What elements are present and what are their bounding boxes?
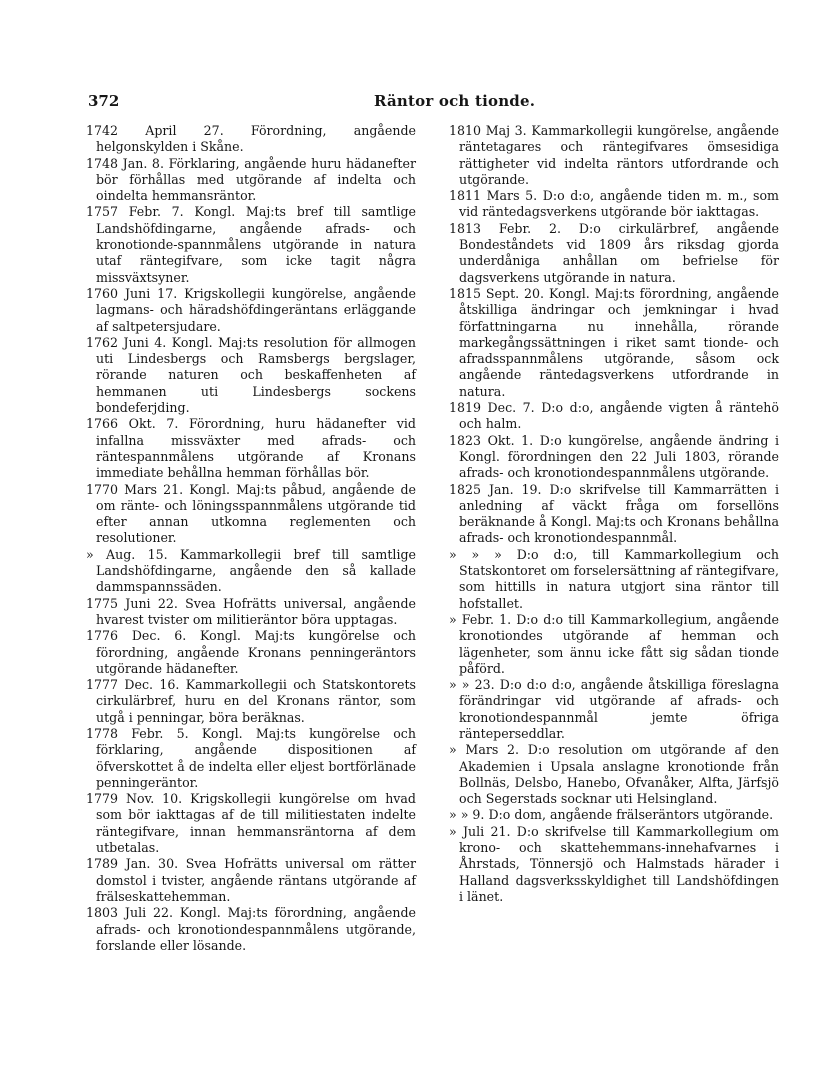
entry-text: Kongl. Maj:ts förordning, angående åtskilliga ändringar och jemkningar i hvad författningarna nu innehålla, rörande markegångssättningen i riket samt tionde- och afradsspannmålens utgörande, såsom ock angående räntedagsverkens utfordrande in natura. xyxy=(459,285,780,399)
entry-text: D:o d:o till Kammarkollegium, angående kronotiondes utgörande af hemman och lägenheter, som ännu icke fått sig sådan tionde påförd. xyxy=(459,611,779,676)
entry-date: 1810 Maj 3. xyxy=(449,123,527,138)
entry-text: D:o d:o, till Kammarkollegium och Statskontoret om forselersättning af räntegifvare, som hittills in natura utgjort sina räntor till hofstallet. xyxy=(459,546,780,611)
entry-text: D:o cirkulärbref, angående Bondeståndets vid 1809 års riksdag gjorda underdåniga anhållan om befrielse för dagsverkens utgörande in natura. xyxy=(459,220,779,285)
entry xyxy=(449,547,779,612)
entry-date: » » » xyxy=(449,546,502,562)
entry-date: » » 23. xyxy=(449,677,495,693)
entry-date: 1815 Sept. 20. xyxy=(449,285,545,301)
entry-text: Kongl. Maj:ts förordning, angående afrads- och kronotiondespannmålens utgörande, forslande eller lösande. xyxy=(96,905,416,953)
entry xyxy=(86,547,416,596)
entry-text: D:o d:o, angående vigten å räntehö och halm. xyxy=(459,400,779,432)
entry-text: D:o resolution om utgörande af den Akademien i Upsala anslagne kronotionde från Bollnäs, Delsbo, Hanebo, Ofvanåker, Alfta, Järfsjö och Segerstads socknar uti Helsingland. xyxy=(459,742,779,807)
entry-date: 1770 Mars 21. xyxy=(86,481,184,497)
entry-text: Kongl. Maj:ts kungörelse och förklaring, angående dispositionen af öfverskottet å de indelta eller eljest bortförlänade penningeräntor. xyxy=(96,725,416,790)
entry-date: 1776 Dec. 6. xyxy=(86,628,187,644)
entry-date: 1775 Juni 22. xyxy=(86,595,178,611)
entry xyxy=(86,677,416,726)
entry-date: 1813 Febr. 2. xyxy=(449,220,562,236)
entry-date: 1777 Dec. 16. xyxy=(86,677,180,693)
entry-date: 1779 Nov. 10. xyxy=(86,791,183,807)
page-header xyxy=(88,92,768,112)
entry-text: Förordning, angående helgonskylden i Skåne. xyxy=(96,123,416,155)
entry xyxy=(449,400,779,433)
entry-date: » Aug. 15. xyxy=(86,546,168,562)
entry-text: D:o dom, angående frälseräntors utgörande. xyxy=(488,807,774,823)
entry-date: 1778 Febr. 5. xyxy=(86,725,189,741)
entry-date: 1825 Jan. 19. xyxy=(449,481,542,497)
entry-text: Krigskollegii kungörelse, angående lagmans- och häradshöfdingeräntans erläggande af saltpetersjudare. xyxy=(96,285,416,334)
entry xyxy=(449,677,779,742)
entry xyxy=(86,123,416,156)
entry-text: D:o d:o, angående tiden m. m., som vid räntedagsverkens utgörande bör iakttagas. xyxy=(459,188,779,220)
entry-date: 1819 Dec. 7. xyxy=(449,400,535,416)
entry xyxy=(86,286,416,335)
entry-text: Kongl. Maj:ts resolution för allmogen uti Lindesbergs och Ramsbergs bergslager, rörande naturen och beskaffenheten af hemmanen uti Lindesbergs sockens bondeferjding. xyxy=(96,334,416,416)
entry-text: Kammarkollegii kungörelse, angående räntetagares och räntegifvares ömsesidiga rättigheter vid indelta räntors utfordrande och utgörande. xyxy=(459,123,779,187)
entry xyxy=(86,204,416,285)
entry-date: » Mars 2. xyxy=(449,742,520,758)
entry-date: 1748 Jan. 8. xyxy=(86,155,164,171)
entry-text: Kammarkollegii bref till samtlige Landshöfdingarne, angående den så kallade dammspannssäden. xyxy=(96,546,416,595)
entry-date: 1803 Juli 22. xyxy=(86,905,174,921)
entry-date: 1760 Juni 17. xyxy=(86,285,178,301)
entry-date: 1762 Juni 4. xyxy=(86,334,167,350)
entry-date: 1742 April 27. xyxy=(86,123,224,138)
entry-date: » » 9. xyxy=(449,807,485,823)
entry-date: 1757 Febr. 7. xyxy=(86,204,184,220)
entry-text: Krigskollegii kungörelse om hvad som bör iakttagas af de till militiestaten indelte räntegifvare, innan hemmansräntorna af dem utbetalas. xyxy=(96,791,416,856)
entry-text: Kongl. Maj:ts kungörelse och förordning, angående Kronans penningeräntors utgörande hädanefter. xyxy=(96,628,416,676)
entry-text: Kongl. Maj:ts påbud, angående de om ränte- och löningsspannmålens utgörande tid efter annan utkomna reglementen och resolutioner. xyxy=(96,481,416,546)
entry xyxy=(449,433,779,482)
entry-date: 1789 Jan. 30. xyxy=(86,856,179,872)
left-column xyxy=(86,123,416,954)
entry xyxy=(449,188,779,221)
entry xyxy=(86,905,416,954)
entry-text: Förordning, huru hädanefter vid infallna missväxter med afrads- och räntespannmålens utgörande af Kronans immediate behållna hemman förhållas bör. xyxy=(96,416,416,481)
entry xyxy=(86,726,416,791)
page-number: 372 xyxy=(88,92,120,110)
right-column xyxy=(449,123,779,905)
entry-text: D:o skrifvelse till Kammarrätten i anledning af väckt fråga om forsellöns beräknande å Kongl. Maj:ts och Kronans behållna afrads- och kronotiondespannmål. xyxy=(459,481,779,546)
entry-text: Svea Hofrätts universal om rätter domstol i tvister, angående räntans utgörande af frälseskattehemman. xyxy=(96,856,416,904)
entry-text: D:o kungörelse, angående ändring i Kongl. förordningen den 22 Juli 1803, rörande afrads- och kronotiondespannmålens utgörande. xyxy=(459,432,779,481)
entry xyxy=(449,286,779,400)
entry xyxy=(86,596,416,629)
entry xyxy=(449,221,779,286)
entry xyxy=(449,742,779,807)
entry-text: Svea Hofrätts universal, angående hvarest tvister om militieräntor böra upptagas. xyxy=(96,595,416,627)
entry-date: » Febr. 1. xyxy=(449,611,512,627)
entry xyxy=(449,824,779,905)
entry xyxy=(86,156,416,205)
entry-date: 1811 Mars 5. xyxy=(449,188,538,204)
entry-text: D:o d:o d:o, angående åtskilliga föreslagna förändringar vid utgörande af afrads- och kronotiondespannmål jemte öfriga ränteperseddlar. xyxy=(459,677,779,741)
entry xyxy=(86,335,416,416)
entry xyxy=(86,856,416,905)
entry xyxy=(449,482,779,547)
entry xyxy=(449,123,779,188)
entry-text: Förklaring, angående huru hädanefter bör förhållas med utgörande af indelta och oindelta hemmansräntor. xyxy=(96,155,416,204)
entry-date: » Juli 21. xyxy=(449,823,511,839)
entry xyxy=(86,791,416,856)
entry-date: 1766 Okt. 7. xyxy=(86,416,179,432)
entry-date: 1823 Okt. 1. xyxy=(449,432,534,448)
running-title: Räntor och tionde. xyxy=(374,92,536,110)
entry-text: Kammarkollegii och Statskontorets cirkulärbref, huru en del Kronans räntor, som utgå i penningar, böra beräknas. xyxy=(96,677,416,725)
entry-text: D:o skrifvelse till Kammarkollegium om krono- och skattehemmans-innehafvarnes i Åhrstads, Tönnersjö och Halmstads härader i Halland dagsverksskyldighet till Landshöfdingen i länet. xyxy=(459,823,779,904)
entry xyxy=(449,807,779,823)
entry xyxy=(449,612,779,677)
entry xyxy=(86,628,416,677)
entry xyxy=(86,416,416,481)
entry xyxy=(86,482,416,547)
entry-text: Kongl. Maj:ts bref till samtlige Landshöfdingarne, angående afrads- och kronotionde-spannmålens utgörande in natura utaf räntegifvare, som icke tagit några missväxtsyner. xyxy=(96,204,416,285)
